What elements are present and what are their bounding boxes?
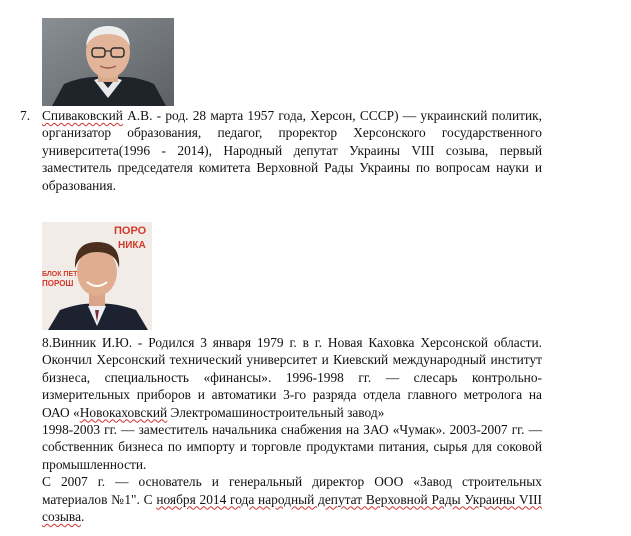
biography-text: 8.Винник И.Ю. - Родился 3 января 1979 г. в г. Новая Каховка Херсонской области. Окончил Херсонский технический университет и Киевский международный институт бизнеса, специальность «финансы». 1996-1998 гг. — слесарь контрольно-измерительных приборов и автоматики 3-го разряда отдела главного метролога на ОАО « [42,335,542,420]
biography-text: Электромашиностроительный завод» [167,404,385,420]
poster-text: НИКА [118,240,146,251]
portrait-photo-2 [42,222,152,330]
entry-number: 7. [20,108,31,123]
entry-7-text [42,107,542,194]
biography-text: С 2007 г. — основатель и генеральный директор ООО «Завод строительных материалов №1". С [42,474,542,507]
company-name: Новокаховский [79,404,168,420]
poster-text: БЛОК ПЕТ [42,271,78,278]
poster-text: ПОРОШ [42,279,74,288]
person-surname: Спиваковский [42,108,123,123]
poster-text: ПОРО [114,225,147,237]
portrait-photo-1 [42,18,174,106]
deputy-term: ноября 2014 года народный депутат Верховной Рады Украины VIII созыва [42,491,542,525]
entry-8-text [42,334,542,525]
biography-text: . [81,509,85,525]
biography-paragraph-2: 1998-2003 гг. — заместитель начальника снабжения на ЗАО «Чумак». 2003-2007 гг. — собственник бизнеса по импорту и торговле продуктами питания, сырья для соковой промышленности. [42,422,542,472]
biography-text: А.В. - род. 28 марта 1957 года, Херсон, СССР) — украинский политик, организатор образования, педагог, проректор Херсонского государственного университета(1996 - 2014), Народный депутат Украины VIII созыва, первый заместитель председателя комитета Верховной Рады Украины по вопросам науки и образования. [42,108,542,193]
